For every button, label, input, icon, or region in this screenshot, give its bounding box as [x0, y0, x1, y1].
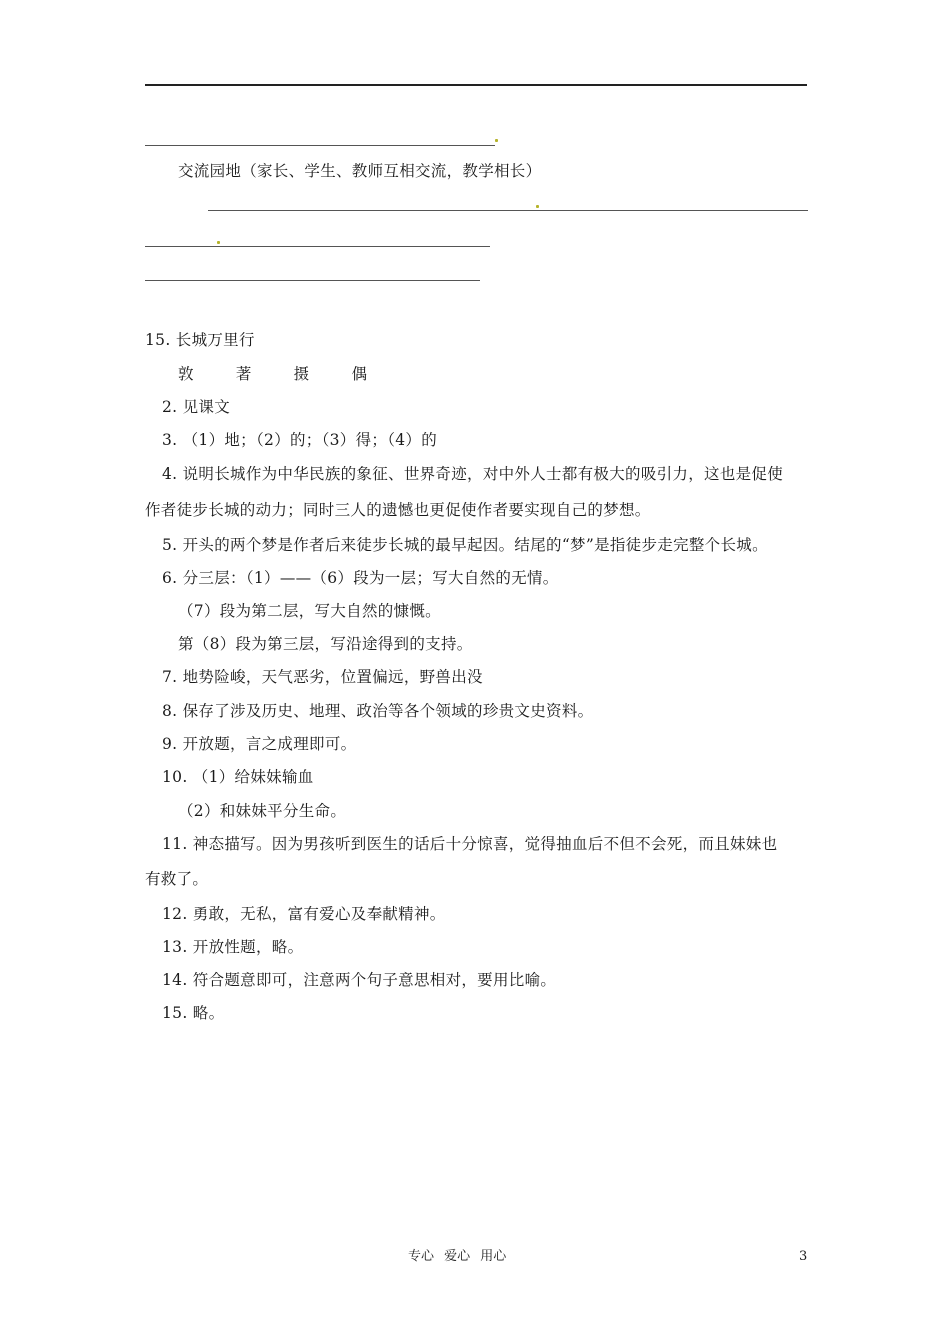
footer-motto: 专心 爱心 用心 [408, 1249, 507, 1264]
answer-13: 13. 开放性题，略。 [162, 938, 304, 956]
answer-11-line-2: 有救了。 [145, 870, 209, 888]
answer-blank-line [208, 210, 808, 211]
answer-14: 14. 符合题意即可，注意两个句子意思相对，要用比喻。 [162, 971, 557, 989]
answer-15: 15. 略。 [162, 1004, 225, 1022]
answer-2: 2. 见课文 [162, 398, 231, 416]
exchange-section-title: 交流园地（家长、学生、教师互相交流，教学相长） [178, 162, 542, 180]
answer-12: 12. 勇敢，无私，富有爱心及奉献精神。 [162, 905, 446, 923]
answer-4-line-2: 作者徒步长城的动力；同时三人的遗憾也更促使作者要实现自己的梦想。 [145, 501, 651, 519]
section-heading: 15. 长城万里行 [145, 331, 255, 349]
answer-blank-line [145, 280, 480, 281]
answer-4-line-1: 4. 说明长城作为中华民族的象征、世界奇迹，对中外人士都有极大的吸引力，这也是促使 [162, 465, 784, 483]
header-rule [145, 84, 807, 86]
page-number: 3 [799, 1249, 808, 1264]
answer-5: 5. 开头的两个梦是作者后来徒步长城的最早起因。结尾的“梦”是指徒步走完整个长城。 [162, 536, 768, 554]
answer-blank-line [145, 145, 495, 146]
answer-10-line-1: 10. （1）给妹妹输血 [162, 768, 314, 786]
vocab-char: 著 [235, 365, 252, 383]
answer-6-line-2: （7）段为第二层，写大自然的慷慨。 [178, 602, 441, 620]
answer-6-line-1: 6. 分三层：（1）——（6）段为一层；写大自然的无情。 [162, 569, 559, 587]
vocab-char: 敦 [178, 365, 194, 383]
answer-11-line-1: 11. 神态描写。因为男孩听到医生的话后十分惊喜，觉得抽血后不但不会死，而且妹妹也 [162, 835, 778, 853]
answer-10-line-2: （2）和妹妹平分生命。 [178, 802, 347, 820]
answer-7: 7. 地势险峻，天气恶劣，位置偏远，野兽出没 [162, 668, 483, 686]
marker-dot [495, 139, 498, 142]
vocab-char: 摄 [293, 365, 310, 383]
answer-blank-line [145, 246, 490, 247]
answer-3: 3. （1）地；（2）的；（3）得；（4）的 [162, 431, 438, 449]
marker-dot [536, 205, 539, 208]
vocab-char: 偶 [351, 365, 368, 383]
answer-9: 9. 开放题，言之成理即可。 [162, 735, 357, 753]
vocab-characters [178, 364, 409, 384]
marker-dot [217, 241, 220, 244]
answer-8: 8. 保存了涉及历史、地理、政治等各个领域的珍贵文史资料。 [162, 702, 594, 720]
answer-6-line-3: 第（8）段为第三层，写沿途得到的支持。 [178, 635, 473, 653]
